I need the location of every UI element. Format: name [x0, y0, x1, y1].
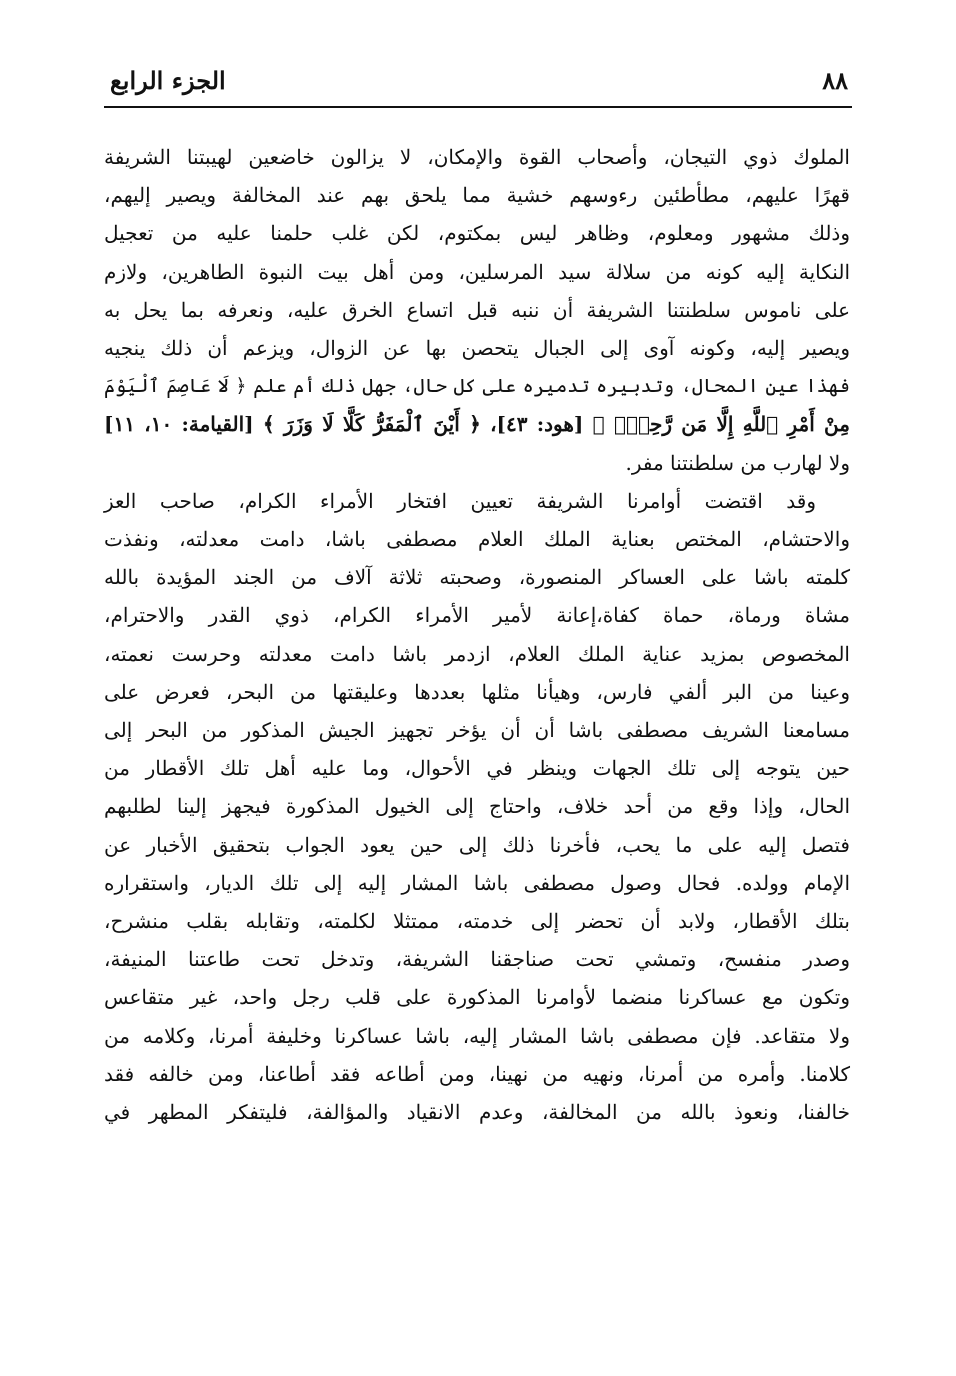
text-line: النكاية إليه كونه من سلالة سيد المرسلين، ومن أهل بيت النبوة الطاهرين، ولازم	[104, 259, 850, 284]
text-line: فتصل إليه على ما يحب، فأخرنا ذلك إلى حين يعود الجواب بتحقيق الأخبار عن	[104, 832, 850, 857]
text-line: مشاة ورماة، حماة كفاة،إعانة لأمير الأمراء الكرام، ذوي القدر والاحترام،	[104, 603, 850, 628]
text-line: وتكون مع عساكرنا منضما لأوامرنا المذكورة على قلب رجل واحد، غير متقاعس	[104, 985, 850, 1010]
section-title: الجزء الرابع	[110, 66, 226, 95]
text-line: ولا لهارب من سلطنتنا مفر.	[625, 450, 850, 475]
page-number: ٨٨	[822, 66, 848, 95]
text-line: مسامعنا الشريف مصطفى باشا أن أن يؤخر تجهيز الجيش المذكور من البحر إلى	[104, 718, 850, 743]
text-line: المخصوص بمزيد عناية الملك العلام، ازدمر باشا دامت معدلته وحرست نعمته،	[104, 641, 850, 666]
running-header	[104, 64, 852, 104]
paragraph-2	[104, 482, 850, 1131]
text-line: على ناموس سلطنتنا الشريفة أن ننبه قبل اتساع الخرق عليه، ونعرفه بما يحل به	[104, 297, 850, 322]
text-line: الإمام وولده. فحال وصول مصطفى باشا المشار إليه إلى تلك الديار، واستقراره	[104, 870, 850, 895]
text-line: قهرًا عليهم، مطأطئين رءوسهم خشية مما يلحق بهم عند المخالفة ويصير إليهم،	[104, 183, 850, 208]
text-line: بتلك الأقطار، ولابد أن تحضر إلى خدمته، ممتثلا لكلمته، وتقابله بقلب منشرح،	[104, 909, 850, 934]
text-line: وقد اقتضت أوامرنا الشريفة تعيين افتخار الأمراء الكرام، صاحب العز	[104, 488, 816, 513]
header-divider	[104, 106, 852, 108]
text-line-quran-quote: فهذا عين المحال، وتدبيره تدميره على كل حال، جهل ذلك أم علم ﴿ لَا عَاصِمَ ٱلْيَوْمَ	[104, 375, 850, 398]
text-line: وصدر منفسح، وتمشي تحت صناجقنا الشريفة، وتدخل تحت طاعتنا المنيفة،	[104, 947, 850, 972]
text-line: الحال، وإذا وقع من أحد خلاف، واحتاج إلى الخيول المذكورة فيجهز إلينا لطلبهم	[104, 794, 850, 819]
text-line: وعينا من البر ألفي فارس، وهيأنا مثلها بعددها وعليقتها من البحر، فعرض على	[104, 679, 850, 704]
text-line: الملوك ذوي التيجان، وأصحاب القوة والإمكان، لا يزالون خاضعين لهيبتنا الشريفة	[104, 145, 850, 169]
text-line: خالفنا، ونعوذ بالله من المخالفة، وعدم الانقياد والمؤالفة، فليتفكر المطهر في	[104, 1100, 850, 1125]
text-line: ولا متقاعد. فإن مصطفى باشا المشار إليه، باشا عساكرنا وخليفة أمرنا، وكلامه من	[104, 1023, 850, 1048]
text-line-quran-quote: مِنْ أَمْرِ ٱللَّهِ إِلَّا مَن رَّحِمَۚ ﴾ [هود: ٤٣]، ﴿ أَيْنَ ٱلْمَفَرُّ كَلَّا لَا وَزَرَ ﴾ [القيامة: ١٠، ١١]	[104, 412, 850, 437]
text-line: حين يتوجه إلى تلك الجهات وينظر في الأحوال، وما عليه أهل تلك الأقطار من	[104, 756, 850, 781]
text-line: كلمته باشا على العساكر المنصورة، وصحبته ثلاثة آلاف من الجند المؤيدة بالله	[104, 565, 850, 590]
text-line: كلامنا. وأمره من أمرنا، ونهيه من نهينا، ومن أطاعه فقد أطاعنا، ومن خالفه فقد	[104, 1061, 850, 1086]
text-line: وذلك مشهور ومعلوم، وظاهر ليس بمكتوم، لكن غلب حلمنا عليه من تعجيل	[104, 221, 850, 246]
body-text	[104, 138, 850, 1131]
text-line: ويصير إليه، وكونه آوى إلى الجبال يتحصن بها عن الزوال، ويزعم أن ذلك ينجيه	[104, 336, 850, 361]
text-line: والاحتشام، المختص بعناية الملك العلام مصطفى باشا، دامت معدلته، ونفذت	[104, 527, 850, 552]
paragraph-1	[104, 138, 850, 482]
